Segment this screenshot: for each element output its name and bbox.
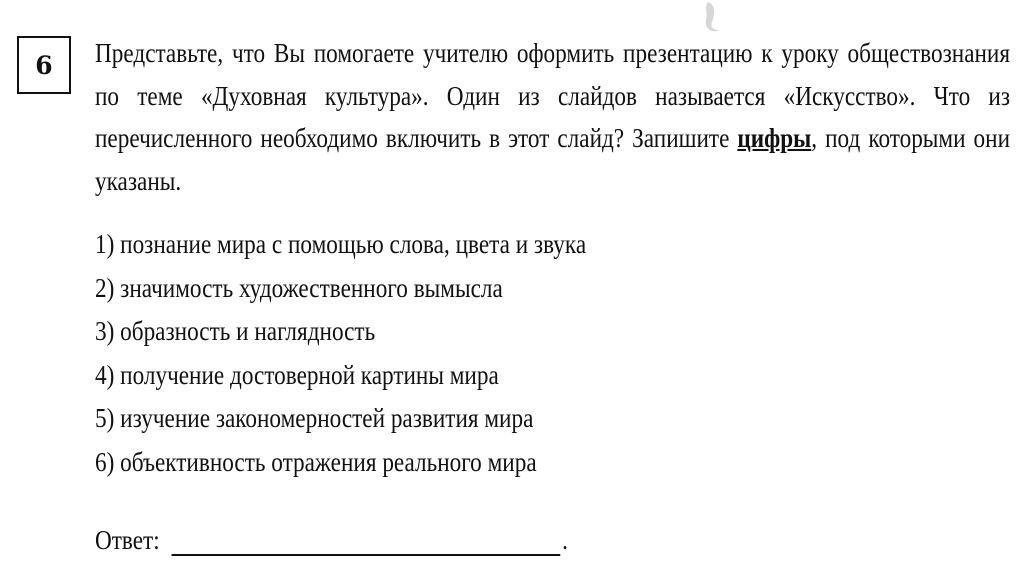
answer-options-list <box>95 223 586 484</box>
option-item: 5) изучение закономерностей развития мира <box>95 403 534 433</box>
task-number: 6 <box>35 50 53 80</box>
task-text-before: Представьте, что Вы помогаете учителю оформить презентацию к уроку обществознания по теме «Духовная культура». Один из слайдов называется «Искусство». Что из перечисленного необходимо включить в этот слайд? Запишите <box>95 38 1011 153</box>
answer-row <box>95 524 568 556</box>
option-item: 1) познание мира с помощью слова, цвета и звука <box>95 229 587 259</box>
option-item: 6) объективность отражения реального мира <box>95 446 537 477</box>
watermark-swoosh-icon <box>694 0 730 34</box>
answer-label: Ответ: <box>95 525 160 555</box>
task-text-after: , под которыми они указаны. <box>95 123 1011 196</box>
option-item: 4) получение достоверной картины мира <box>95 359 499 390</box>
task-emphasis: цифры <box>737 123 812 153</box>
option-item: 3) образность и наглядность <box>95 316 376 346</box>
option-item: 2) значимость художественного вымысла <box>95 272 503 303</box>
answer-field[interactable] <box>172 524 561 556</box>
task-statement <box>95 32 1010 202</box>
answer-end-dot: . <box>562 525 568 555</box>
task-number-box <box>17 36 71 94</box>
